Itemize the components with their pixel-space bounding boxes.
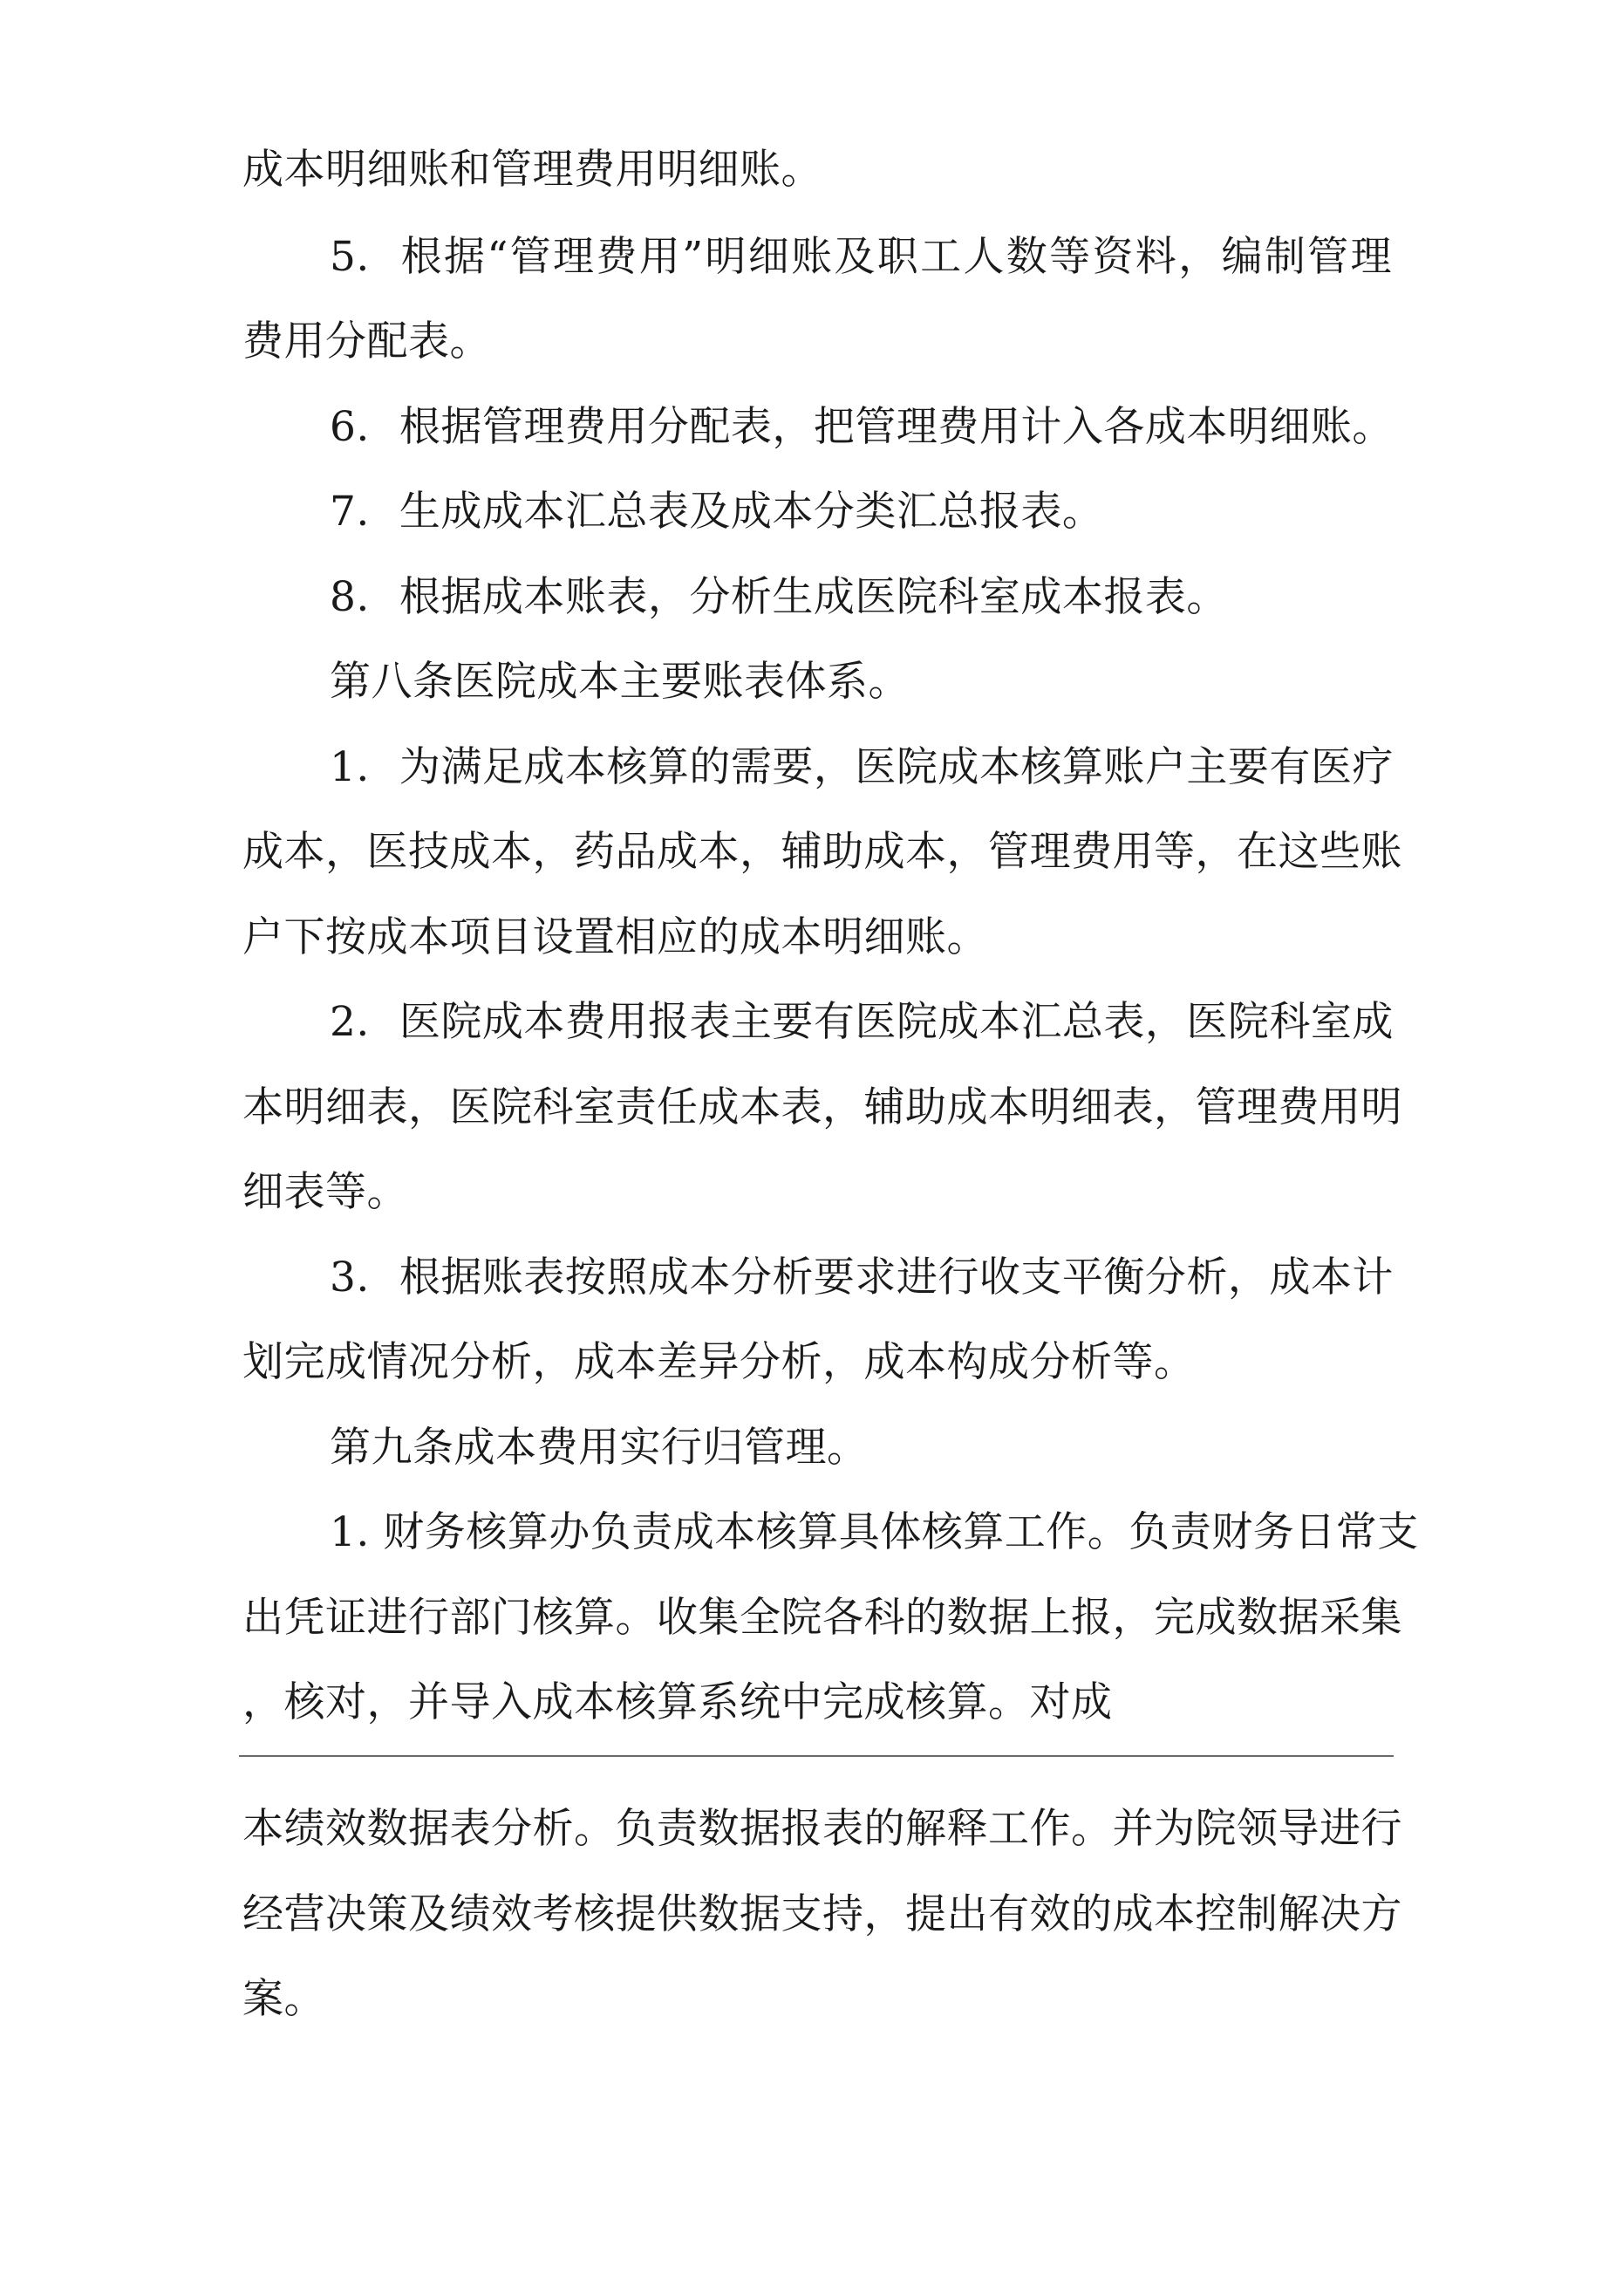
line-text: 医院成本费用报表主要有医院成本汇总表，医院科室成 bbox=[399, 998, 1394, 1046]
line-12: 本明细表，医院科室责任成本表，辅助成本明细表，管理费用明 bbox=[242, 1083, 1402, 1131]
line-03: 费用分配表。 bbox=[242, 318, 491, 366]
line-08 bbox=[330, 741, 1392, 794]
line-text: 根据“管理费用”明细账及职工人数等资料，编制管理 bbox=[399, 233, 1392, 281]
list-number: 5. bbox=[330, 233, 370, 281]
line-15: 划完成情况分析，成本差异分析，成本构成分析等。 bbox=[242, 1338, 1196, 1386]
line-text: 生成成本汇总表及成本分类汇总报表。 bbox=[399, 488, 1104, 536]
line-text: 为满足成本核算的需要，医院成本核算账户主要有医疗 bbox=[399, 743, 1394, 791]
line-21: 经营决策及绩效考核提供数据支持，提出有效的成本控制解决方 bbox=[242, 1890, 1402, 1938]
line-11 bbox=[330, 996, 1392, 1049]
line-01: 成本明细账和管理费用明细账。 bbox=[242, 146, 822, 194]
list-number: 3. bbox=[330, 1254, 370, 1302]
list-number: 8. bbox=[330, 573, 370, 621]
line-text: 根据成本账表，分析生成医院科室成本报表。 bbox=[399, 573, 1228, 621]
line-19: ，核对，并导入成本核算系统中完成核算。对成 bbox=[242, 1678, 1113, 1726]
line-07: 第八条医院成本主要账表体系。 bbox=[330, 658, 910, 706]
line-22: 案。 bbox=[242, 1975, 325, 2023]
line-05 bbox=[330, 486, 1103, 538]
line-20: 本绩效数据表分析。负责数据报表的解释工作。并为院领导进行 bbox=[242, 1805, 1402, 1853]
list-number: 6. bbox=[330, 403, 370, 451]
list-number: 2. bbox=[330, 998, 370, 1046]
page-break-rule bbox=[239, 1755, 1394, 1757]
line-06 bbox=[330, 571, 1228, 624]
line-04 bbox=[330, 401, 1392, 454]
line-10: 户下按成本项目设置相应的成本明细账。 bbox=[242, 913, 988, 961]
line-09: 成本，医技成本，药品成本，辅助成本，管理费用等，在这些账 bbox=[242, 828, 1402, 876]
list-number: 7. bbox=[330, 488, 370, 536]
line-17: 1. 财务核算办负责成本核算具体核算工作。负责财务日常支 bbox=[330, 1508, 1419, 1556]
line-02 bbox=[330, 231, 1392, 284]
line-text: 根据账表按照成本分析要求进行收支平衡分析，成本计 bbox=[399, 1254, 1394, 1302]
line-16: 第九条成本费用实行归管理。 bbox=[330, 1424, 869, 1472]
list-number: 1. bbox=[330, 743, 370, 791]
line-13: 细表等。 bbox=[242, 1168, 408, 1216]
line-18: 出凭证进行部门核算。收集全院各科的数据上报，完成数据采集 bbox=[242, 1594, 1402, 1642]
line-14 bbox=[330, 1252, 1392, 1304]
line-text: 根据管理费用分配表，把管理费用计入各成本明细账。 bbox=[399, 403, 1394, 451]
